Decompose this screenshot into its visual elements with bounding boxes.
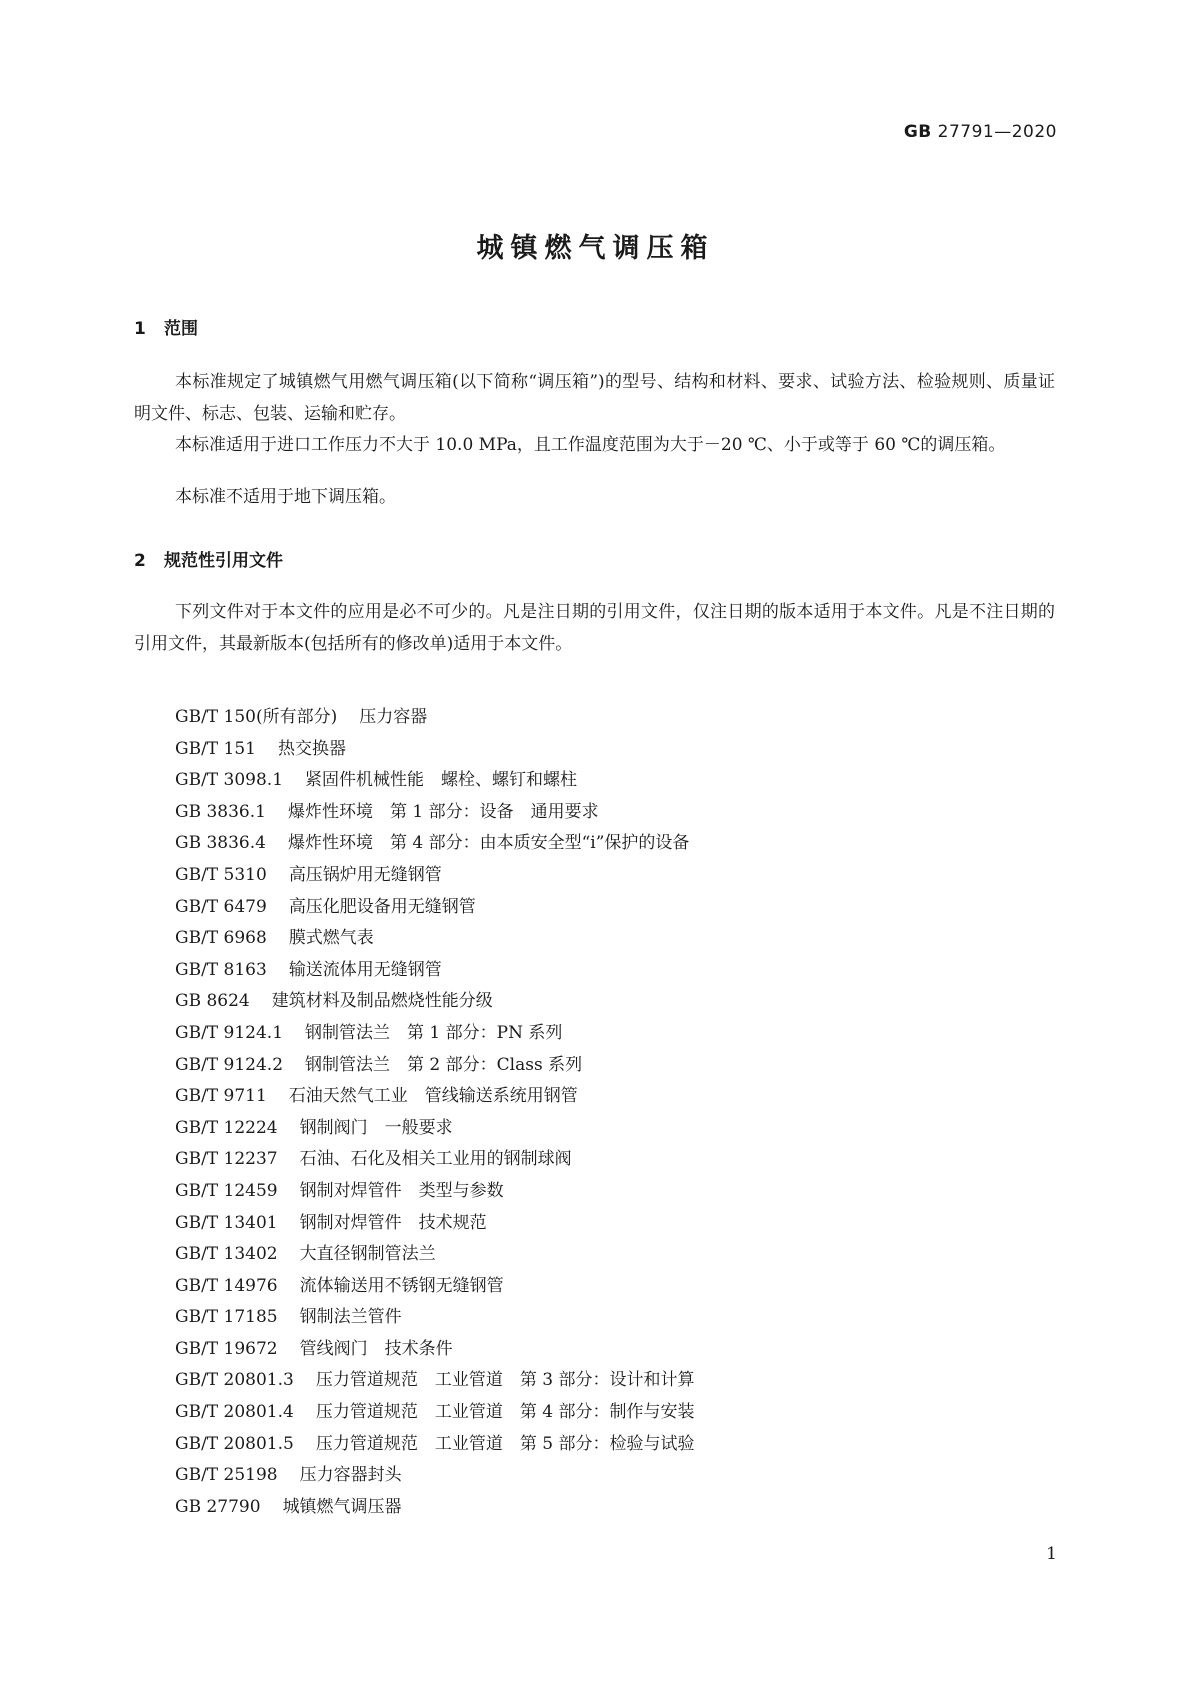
reference-code: GB/T 12237 bbox=[175, 1149, 278, 1170]
standard-code bbox=[904, 122, 1057, 142]
reference-title: 建筑材料及制品燃烧性能分级 bbox=[271, 991, 493, 1012]
reference-code: GB/T 150(所有部分) bbox=[175, 707, 338, 727]
section-1-heading bbox=[134, 314, 198, 339]
reference-code: GB/T 20801.4 bbox=[175, 1402, 294, 1423]
reference-item bbox=[175, 734, 694, 766]
reference-code: GB/T 20801.5 bbox=[175, 1433, 294, 1454]
reference-title: 压力管道规范 工业管道 第 4 部分：制作与安装 bbox=[315, 1402, 695, 1423]
reference-code: GB/T 6479 bbox=[175, 896, 267, 917]
reference-item bbox=[175, 1018, 694, 1050]
reference-title: 膜式燃气表 bbox=[288, 928, 374, 949]
reference-item bbox=[175, 1397, 694, 1429]
reference-title: 高压化肥设备用无缝钢管 bbox=[288, 896, 476, 917]
reference-title: 钢制法兰管件 bbox=[299, 1307, 402, 1328]
reference-title: 压力管道规范 工业管道 第 3 部分：设计和计算 bbox=[315, 1370, 695, 1391]
reference-title: 高压锅炉用无缝钢管 bbox=[288, 864, 442, 885]
reference-title: 石油、石化及相关工业用的钢制球阀 bbox=[299, 1149, 572, 1170]
reference-title: 爆炸性环境 第 1 部分：设备 通用要求 bbox=[287, 801, 599, 822]
reference-title: 钢制管法兰 第 2 部分：Class 系列 bbox=[305, 1054, 583, 1075]
reference-title: 输送流体用无缝钢管 bbox=[288, 959, 442, 980]
reference-code: GB/T 13402 bbox=[175, 1244, 278, 1265]
reference-item bbox=[175, 1492, 694, 1524]
scope-paragraph-2: 本标准适用于进口工作压力不大于 10.0 MPa，且工作温度范围为大于－20 ℃、小于或等于 60 ℃的调压箱。 bbox=[175, 435, 1006, 455]
reference-item bbox=[175, 1429, 694, 1461]
reference-title: 热交换器 bbox=[278, 738, 346, 759]
reference-item bbox=[175, 892, 694, 924]
reference-title: 压力容器封头 bbox=[299, 1465, 402, 1486]
reference-item bbox=[175, 1081, 694, 1113]
reference-item bbox=[175, 1302, 694, 1334]
reference-code: GB/T 12224 bbox=[175, 1117, 278, 1138]
standard-prefix: GB bbox=[903, 122, 932, 142]
reference-item bbox=[175, 1144, 694, 1176]
reference-title: 城镇燃气调压器 bbox=[282, 1496, 402, 1517]
reference-code: GB/T 9124.1 bbox=[175, 1022, 284, 1043]
reference-title: 紧固件机械性能 螺栓、螺钉和螺柱 bbox=[305, 770, 578, 791]
reference-item bbox=[175, 828, 694, 860]
reference-code: GB/T 13401 bbox=[175, 1212, 278, 1233]
reference-item bbox=[175, 986, 694, 1018]
page-number: 1 bbox=[1046, 1544, 1057, 1564]
scope-paragraph-1: 本标准规定了城镇燃气用燃气调压箱(以下简称“调压箱”)的型号、结构和材料、要求、试验方法、检验规则、质量证明文件、标志、包装、运输和贮存。 bbox=[134, 372, 1055, 424]
reference-code: GB 27790 bbox=[175, 1496, 261, 1517]
reference-item bbox=[175, 1365, 694, 1397]
reference-title: 压力管道规范 工业管道 第 5 部分：检验与试验 bbox=[315, 1433, 695, 1454]
reference-code: GB/T 9124.2 bbox=[175, 1054, 284, 1075]
section-number: 1 bbox=[134, 319, 146, 339]
references-intro: 下列文件对于本文件的应用是必不可少的。凡是注日期的引用文件，仅注日期的版本适用于本文件。凡是不注日期的引用文件，其最新版本(包括所有的修改单)适用于本文件。 bbox=[134, 602, 1055, 654]
reference-item bbox=[175, 1050, 694, 1082]
reference-code: GB/T 3098.1 bbox=[175, 770, 284, 791]
reference-code: GB/T 8163 bbox=[175, 959, 267, 980]
reference-item bbox=[175, 797, 694, 829]
reference-title: 钢制阀门 一般要求 bbox=[299, 1117, 453, 1138]
reference-code: GB/T 9711 bbox=[175, 1086, 267, 1107]
reference-code: GB/T 14976 bbox=[175, 1275, 278, 1296]
reference-code: GB 8624 bbox=[175, 991, 250, 1012]
reference-title: 爆炸性环境 第 4 部分：由本质安全型“i”保护的设备 bbox=[287, 833, 690, 854]
reference-item bbox=[175, 1176, 694, 1208]
reference-item bbox=[175, 1113, 694, 1145]
reference-code: GB 3836.1 bbox=[175, 801, 266, 822]
section-number: 2 bbox=[134, 551, 146, 571]
section-title: 范围 bbox=[164, 319, 198, 339]
reference-item bbox=[175, 1460, 694, 1492]
reference-item bbox=[175, 860, 694, 892]
reference-code: GB/T 19672 bbox=[175, 1338, 278, 1359]
reference-title: 压力容器 bbox=[359, 707, 428, 727]
reference-item bbox=[175, 1208, 694, 1240]
section-2-heading bbox=[134, 546, 283, 571]
reference-item bbox=[175, 1334, 694, 1366]
reference-item bbox=[175, 923, 694, 955]
reference-item bbox=[175, 1239, 694, 1271]
reference-item bbox=[175, 702, 694, 734]
reference-code: GB/T 6968 bbox=[175, 928, 267, 949]
document-title: 城镇燃气调压箱 bbox=[476, 233, 715, 264]
standard-number: 27791—2020 bbox=[937, 122, 1057, 142]
reference-title: 钢制管法兰 第 1 部分：PN 系列 bbox=[305, 1022, 563, 1043]
reference-code: GB/T 17185 bbox=[175, 1307, 278, 1328]
reference-item bbox=[175, 1271, 694, 1303]
reference-title: 管线阀门 技术条件 bbox=[299, 1338, 453, 1359]
reference-item bbox=[175, 955, 694, 987]
reference-list bbox=[175, 702, 694, 1523]
reference-title: 钢制对焊管件 类型与参数 bbox=[299, 1180, 504, 1201]
reference-code: GB/T 12459 bbox=[175, 1180, 278, 1201]
reference-title: 钢制对焊管件 技术规范 bbox=[299, 1212, 487, 1233]
reference-title: 石油天然气工业 管线输送系统用钢管 bbox=[288, 1086, 578, 1107]
reference-title: 流体输送用不锈钢无缝钢管 bbox=[299, 1275, 504, 1296]
scope-paragraph-3: 本标准不适用于地下调压箱。 bbox=[175, 487, 396, 507]
reference-title: 大直径钢制管法兰 bbox=[299, 1244, 436, 1265]
reference-code: GB/T 20801.3 bbox=[175, 1370, 294, 1391]
reference-code: GB/T 5310 bbox=[175, 864, 267, 885]
reference-code: GB 3836.4 bbox=[175, 833, 266, 854]
reference-code: GB/T 151 bbox=[175, 738, 256, 759]
reference-code: GB/T 25198 bbox=[175, 1465, 278, 1486]
reference-item bbox=[175, 765, 694, 797]
section-title: 规范性引用文件 bbox=[164, 551, 283, 571]
